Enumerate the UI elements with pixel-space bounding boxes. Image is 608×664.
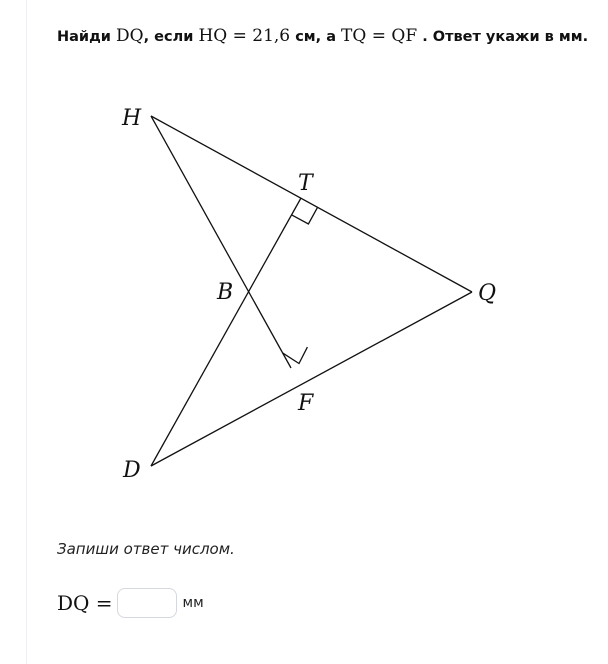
answer-prompt: Запиши ответ числом. [57,540,235,558]
answer-label: DQ = [57,591,113,615]
label-f: F [298,391,314,416]
equal-sign: = [366,26,392,46]
answer-input[interactable] [117,588,177,618]
given-unit: см, а [295,29,336,45]
given-eq: = [227,26,253,46]
given-value: 21,6 [252,26,291,46]
equal-rhs: QF [391,26,418,46]
answer-row [57,586,204,620]
question-suffix: . Ответ укажи в мм. [422,29,589,45]
target-segment: DQ [116,26,144,46]
label-q: Q [478,281,497,306]
answer-unit: мм [182,595,204,611]
right-angle-mark-f [283,347,308,363]
label-t: T [298,171,313,196]
question-prefix: Найди [57,29,111,45]
label-d: D [123,458,141,483]
label-b: B [217,280,234,305]
equal-lhs: TQ [341,26,367,46]
right-angle-mark-t [292,207,318,224]
given-segment: HQ [198,26,228,46]
label-h: H [122,106,142,131]
question-if: , если [143,29,194,45]
